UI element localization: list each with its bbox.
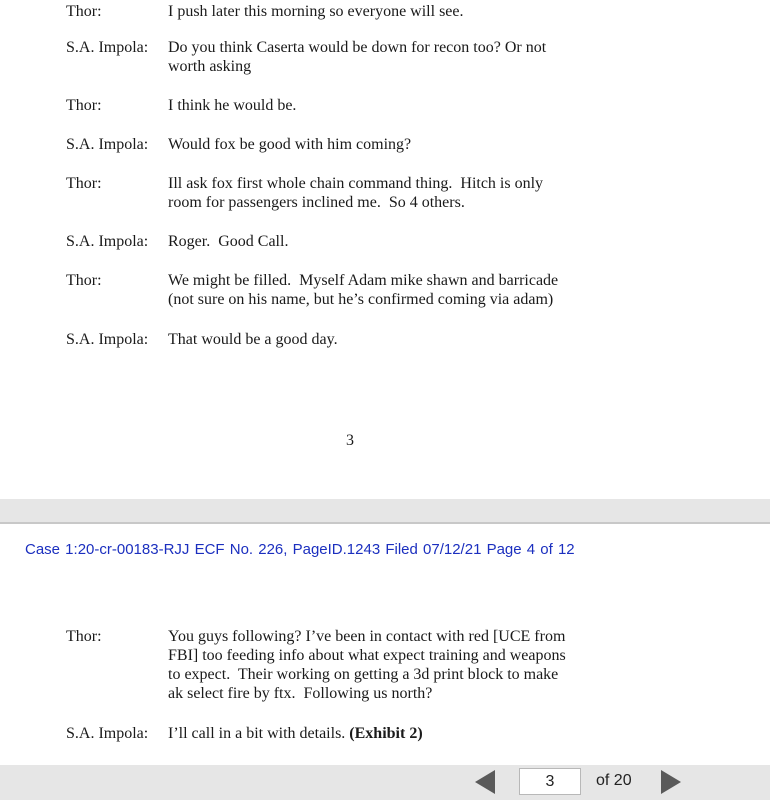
previous-page-icon[interactable]	[475, 770, 495, 794]
speaker-label: Thor:	[66, 97, 102, 114]
page-edge-divider	[0, 522, 770, 524]
message-text: Roger. Good Call.	[168, 233, 289, 250]
message-text: I push later this morning so everyone will see.	[168, 3, 464, 20]
speaker-label: S.A. Impola:	[66, 725, 149, 742]
exhibit-reference: (Exhibit 2)	[349, 725, 423, 742]
page-count-label: of 20	[596, 772, 632, 789]
speaker-label: S.A. Impola:	[66, 233, 149, 250]
message-text: to expect. Their working on getting a 3d print block to make	[168, 666, 559, 683]
speaker-label: Thor:	[66, 3, 102, 20]
message-text: Would fox be good with him coming?	[168, 136, 412, 153]
message-text: That would be a good day.	[168, 331, 338, 348]
speaker-label: S.A. Impola:	[66, 39, 149, 56]
speaker-label: S.A. Impola:	[66, 331, 149, 348]
message-text: ak select fire by ftx. Following us north?	[168, 685, 433, 702]
pdf-page-4	[0, 522, 770, 765]
message-text: I think he would be.	[168, 97, 297, 114]
speaker-label: Thor:	[66, 628, 102, 645]
message-text: We might be filled. Myself Adam mike shawn and barricade	[168, 272, 559, 289]
message-text: Do you think Caserta would be down for recon too? Or not	[168, 39, 547, 56]
case-header: Case 1:20-cr-00183-RJJ ECF No. 226, PageID.1243 Filed 07/12/21 Page 4 of 12	[25, 541, 575, 558]
next-page-icon[interactable]	[661, 770, 681, 794]
message-body: I’ll call in a bit with details.	[168, 725, 350, 742]
message-text: FBI] too feeding info about what expect training and weapons	[168, 647, 566, 664]
speaker-label: Thor:	[66, 272, 102, 289]
pdf-viewer-toolbar	[0, 765, 770, 800]
message-text	[168, 724, 423, 743]
speaker-label: S.A. Impola:	[66, 136, 149, 153]
speaker-label: Thor:	[66, 175, 102, 192]
page-number: 3	[346, 432, 354, 449]
message-text: You guys following? I’ve been in contact with red [UCE from	[168, 628, 566, 645]
message-text: (not sure on his name, but he’s confirmed coming via adam)	[168, 291, 554, 308]
message-text: worth asking	[168, 58, 252, 75]
page-number-input[interactable]	[519, 768, 581, 795]
message-text: room for passengers inclined me. So 4 others.	[168, 194, 465, 211]
message-text: Ill ask fox first whole chain command thing. Hitch is only	[168, 175, 544, 192]
